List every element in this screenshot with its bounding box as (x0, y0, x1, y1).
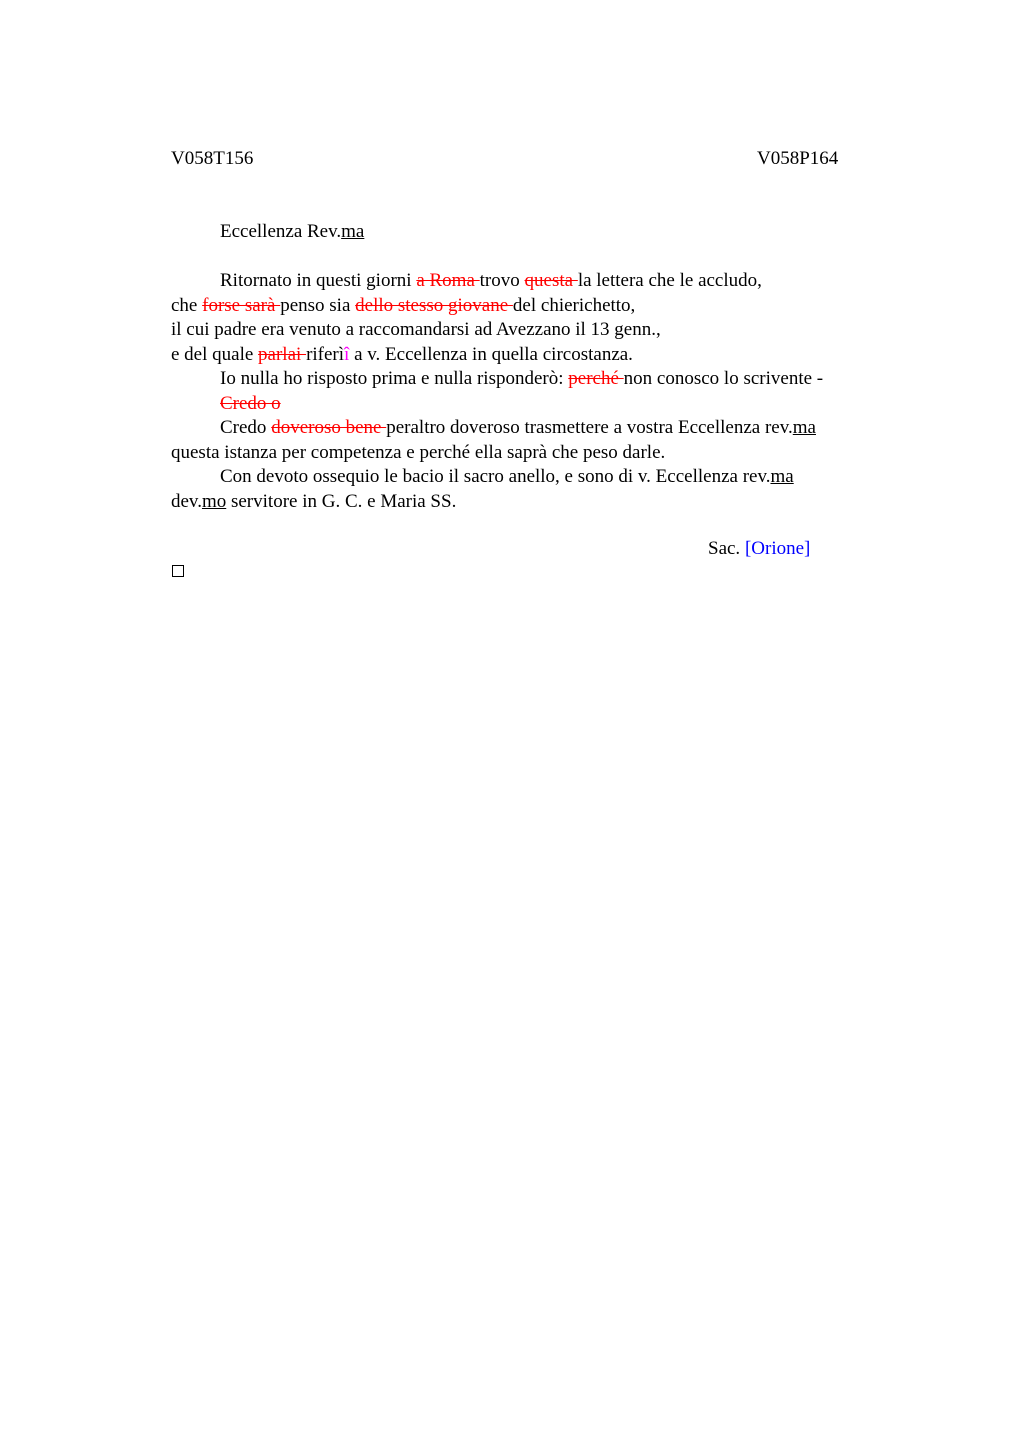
abbrev-superscript: ma (770, 466, 794, 487)
salutation-text: Eccellenza Rev. (220, 221, 342, 242)
square-outline-icon (172, 565, 184, 577)
text-run: a v. Eccellenza in quella circostanza. (349, 343, 633, 365)
paragraph-3-line-1 (171, 416, 891, 441)
text-run: dev. (171, 490, 202, 512)
letter-body (171, 220, 891, 514)
closing-line-2 (171, 490, 891, 515)
abbrev-superscript: ma (792, 417, 816, 438)
text-run: e del quale (171, 343, 259, 365)
text-run: trovo (479, 270, 525, 291)
text-run: servitore in G. C. e Maria SS. (226, 490, 457, 512)
deleted-text: Credo o (220, 392, 281, 414)
text-run: non conosco lo scrivente - (623, 368, 824, 389)
closing-line-1 (171, 465, 891, 490)
signature (708, 537, 810, 561)
text-run: Credo (220, 417, 272, 438)
deleted-text: doveroso bene (271, 417, 387, 438)
paragraph-1-line-4 (171, 343, 891, 368)
salutation (171, 220, 891, 245)
text-run: che (171, 294, 203, 316)
text-run: penso sia (280, 294, 356, 316)
deleted-text: questa (524, 270, 578, 291)
deleted-text: a Roma (416, 270, 480, 291)
spacer (171, 245, 891, 270)
inserted-mark: î (344, 343, 350, 365)
paragraph-1-line-1 (171, 269, 891, 294)
paragraph-1-line-3: il cui padre era venuto a raccomandarsi ad Avezzano il 13 genn., (171, 319, 661, 340)
abbrev-superscript: mo (201, 490, 227, 512)
paragraph-2-line-1 (171, 367, 891, 392)
deleted-text: perché (568, 368, 624, 389)
deleted-text: forse sarà (202, 294, 281, 316)
deleted-text: parlai (258, 343, 307, 365)
deleted-text: dello stesso giovane (355, 294, 513, 316)
paragraph-2-line-2 (171, 392, 891, 417)
signature-name: [Orione] (744, 538, 811, 559)
text-run: Con devoto ossequio le bacio il sacro anello, e sono di v. Eccellenza rev. (220, 466, 771, 487)
text-run: Io nulla ho risposto prima e nulla risponderò: (220, 368, 569, 389)
text-run: Ritornato in questi giorni (220, 270, 417, 291)
salutation-abbrev: ma (341, 221, 365, 242)
signature-prefix: Sac. (708, 538, 745, 559)
text-run: la lettera che le accludo, (577, 270, 762, 291)
text-run: riferì (306, 343, 345, 365)
paragraph-3-line-2: questa istanza per competenza e perché ella saprà che peso darle. (171, 441, 666, 463)
text-run: del chierichetto, (512, 294, 636, 316)
text-run: peraltro doveroso trasmettere a vostra Eccellenza rev. (386, 417, 793, 438)
reference-code-right: V058P164 (757, 148, 839, 169)
reference-code-left: V058T156 (171, 148, 254, 169)
paragraph-1-line-2 (171, 294, 891, 319)
